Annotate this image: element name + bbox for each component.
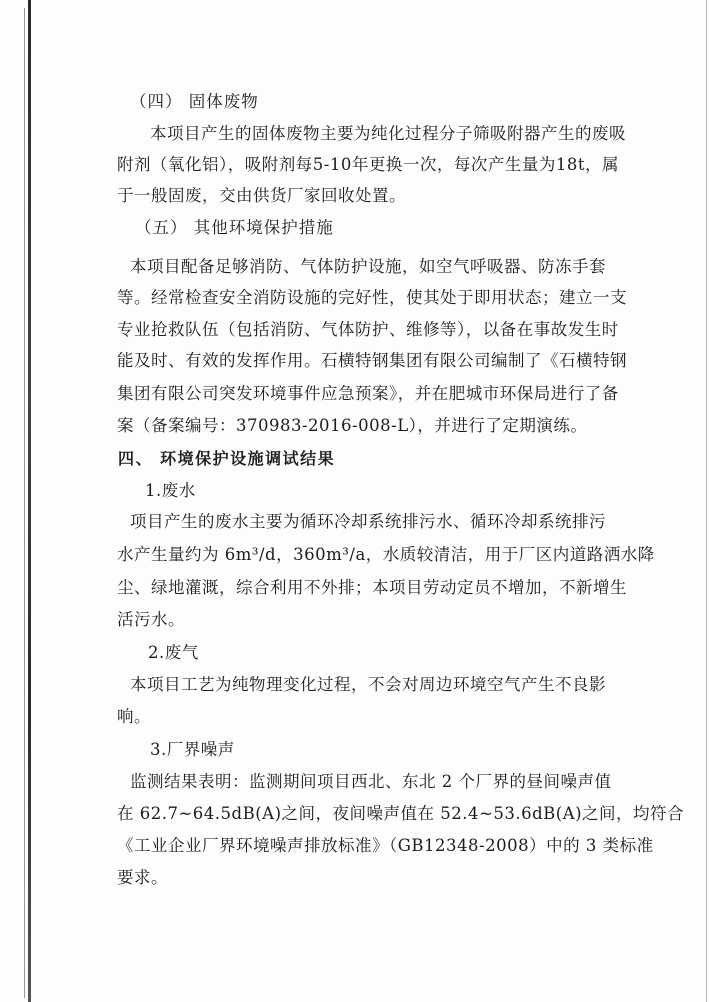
paragraph-line: 监测结果表明：监测期间项目西北、东北 2 个厂界的昼间噪声值 — [130, 772, 612, 791]
section-heading-solid-waste: （四） 固体废物 — [130, 92, 259, 111]
paragraph-line: 本项目产生的固体废物主要为纯化过程分子筛吸附器产生的废吸 — [150, 124, 626, 143]
paragraph-line: 尘、绿地灌溉，综合利用不外排；本项目劳动定员不增加，不新增生 — [117, 578, 627, 597]
paragraph-line: 本项目配备足够消防、气体防护设施，如空气呼吸器、防冻手套 — [130, 257, 606, 276]
subsection-heading-wastewater: 1.废水 — [145, 481, 196, 500]
paragraph-line: 活污水。 — [117, 610, 185, 629]
paragraph-line: 能及时、有效的发挥作用。石横特钢集团有限公司编制了《石横特钢 — [117, 351, 627, 370]
paragraph-line: 响。 — [117, 707, 151, 726]
paragraph-line: 专业抢救队伍（包括消防、气体防护、维修等），以备在事故发生时 — [117, 320, 619, 339]
chapter-heading-commissioning-results: 四、 环境保护设施调试结果 — [118, 449, 336, 468]
paragraph-line: 水产生量约为 6m³/d，360m³/a，水质较清洁，用于厂区内道路洒水降 — [117, 545, 655, 564]
paragraph-line: 附剂（氧化铝），吸附剂每5-10年更换一次，每次产生量为18t，属 — [117, 155, 619, 174]
paragraph-line: 要求。 — [117, 868, 168, 887]
paragraph-line: 案（备案编号：370983-2016-008-L），并进行了定期演练。 — [117, 416, 588, 435]
paragraph-line: 在 62.7~64.5dB(A)之间，夜间噪声值在 52.4~53.6dB(A)之间，均符合 — [117, 804, 685, 823]
paragraph-line: 等。经常检查安全消防设施的完好性，使其处于即用状态；建立一支 — [117, 288, 627, 307]
paragraph-line: 本项目工艺为纯物理变化过程，不会对周边环境空气产生不良影 — [130, 675, 606, 694]
paragraph-line: 集团有限公司突发环境事件应急预案》，并在肥城市环保局进行了备 — [117, 384, 619, 403]
paragraph-line: 于一般固废，交由供货厂家回收处置。 — [117, 186, 406, 205]
section-heading-other-measures: （五） 其他环境保护措施 — [135, 218, 334, 237]
binding-edge-shadow — [24, 8, 25, 998]
page-right-edge — [706, 0, 707, 1002]
paragraph-line: 项目产生的废水主要为循环冷却系统排污水、循环冷却系统排污 — [130, 512, 606, 531]
subsection-heading-boundary-noise: 3.厂界噪声 — [150, 740, 235, 759]
subsection-heading-exhaust-gas: 2.废气 — [148, 643, 199, 662]
binding-edge — [28, 0, 31, 1002]
paragraph-line: 《工业企业厂界环境噪声排放标准》（GB12348-2008）中的 3 类标准 — [117, 836, 654, 855]
